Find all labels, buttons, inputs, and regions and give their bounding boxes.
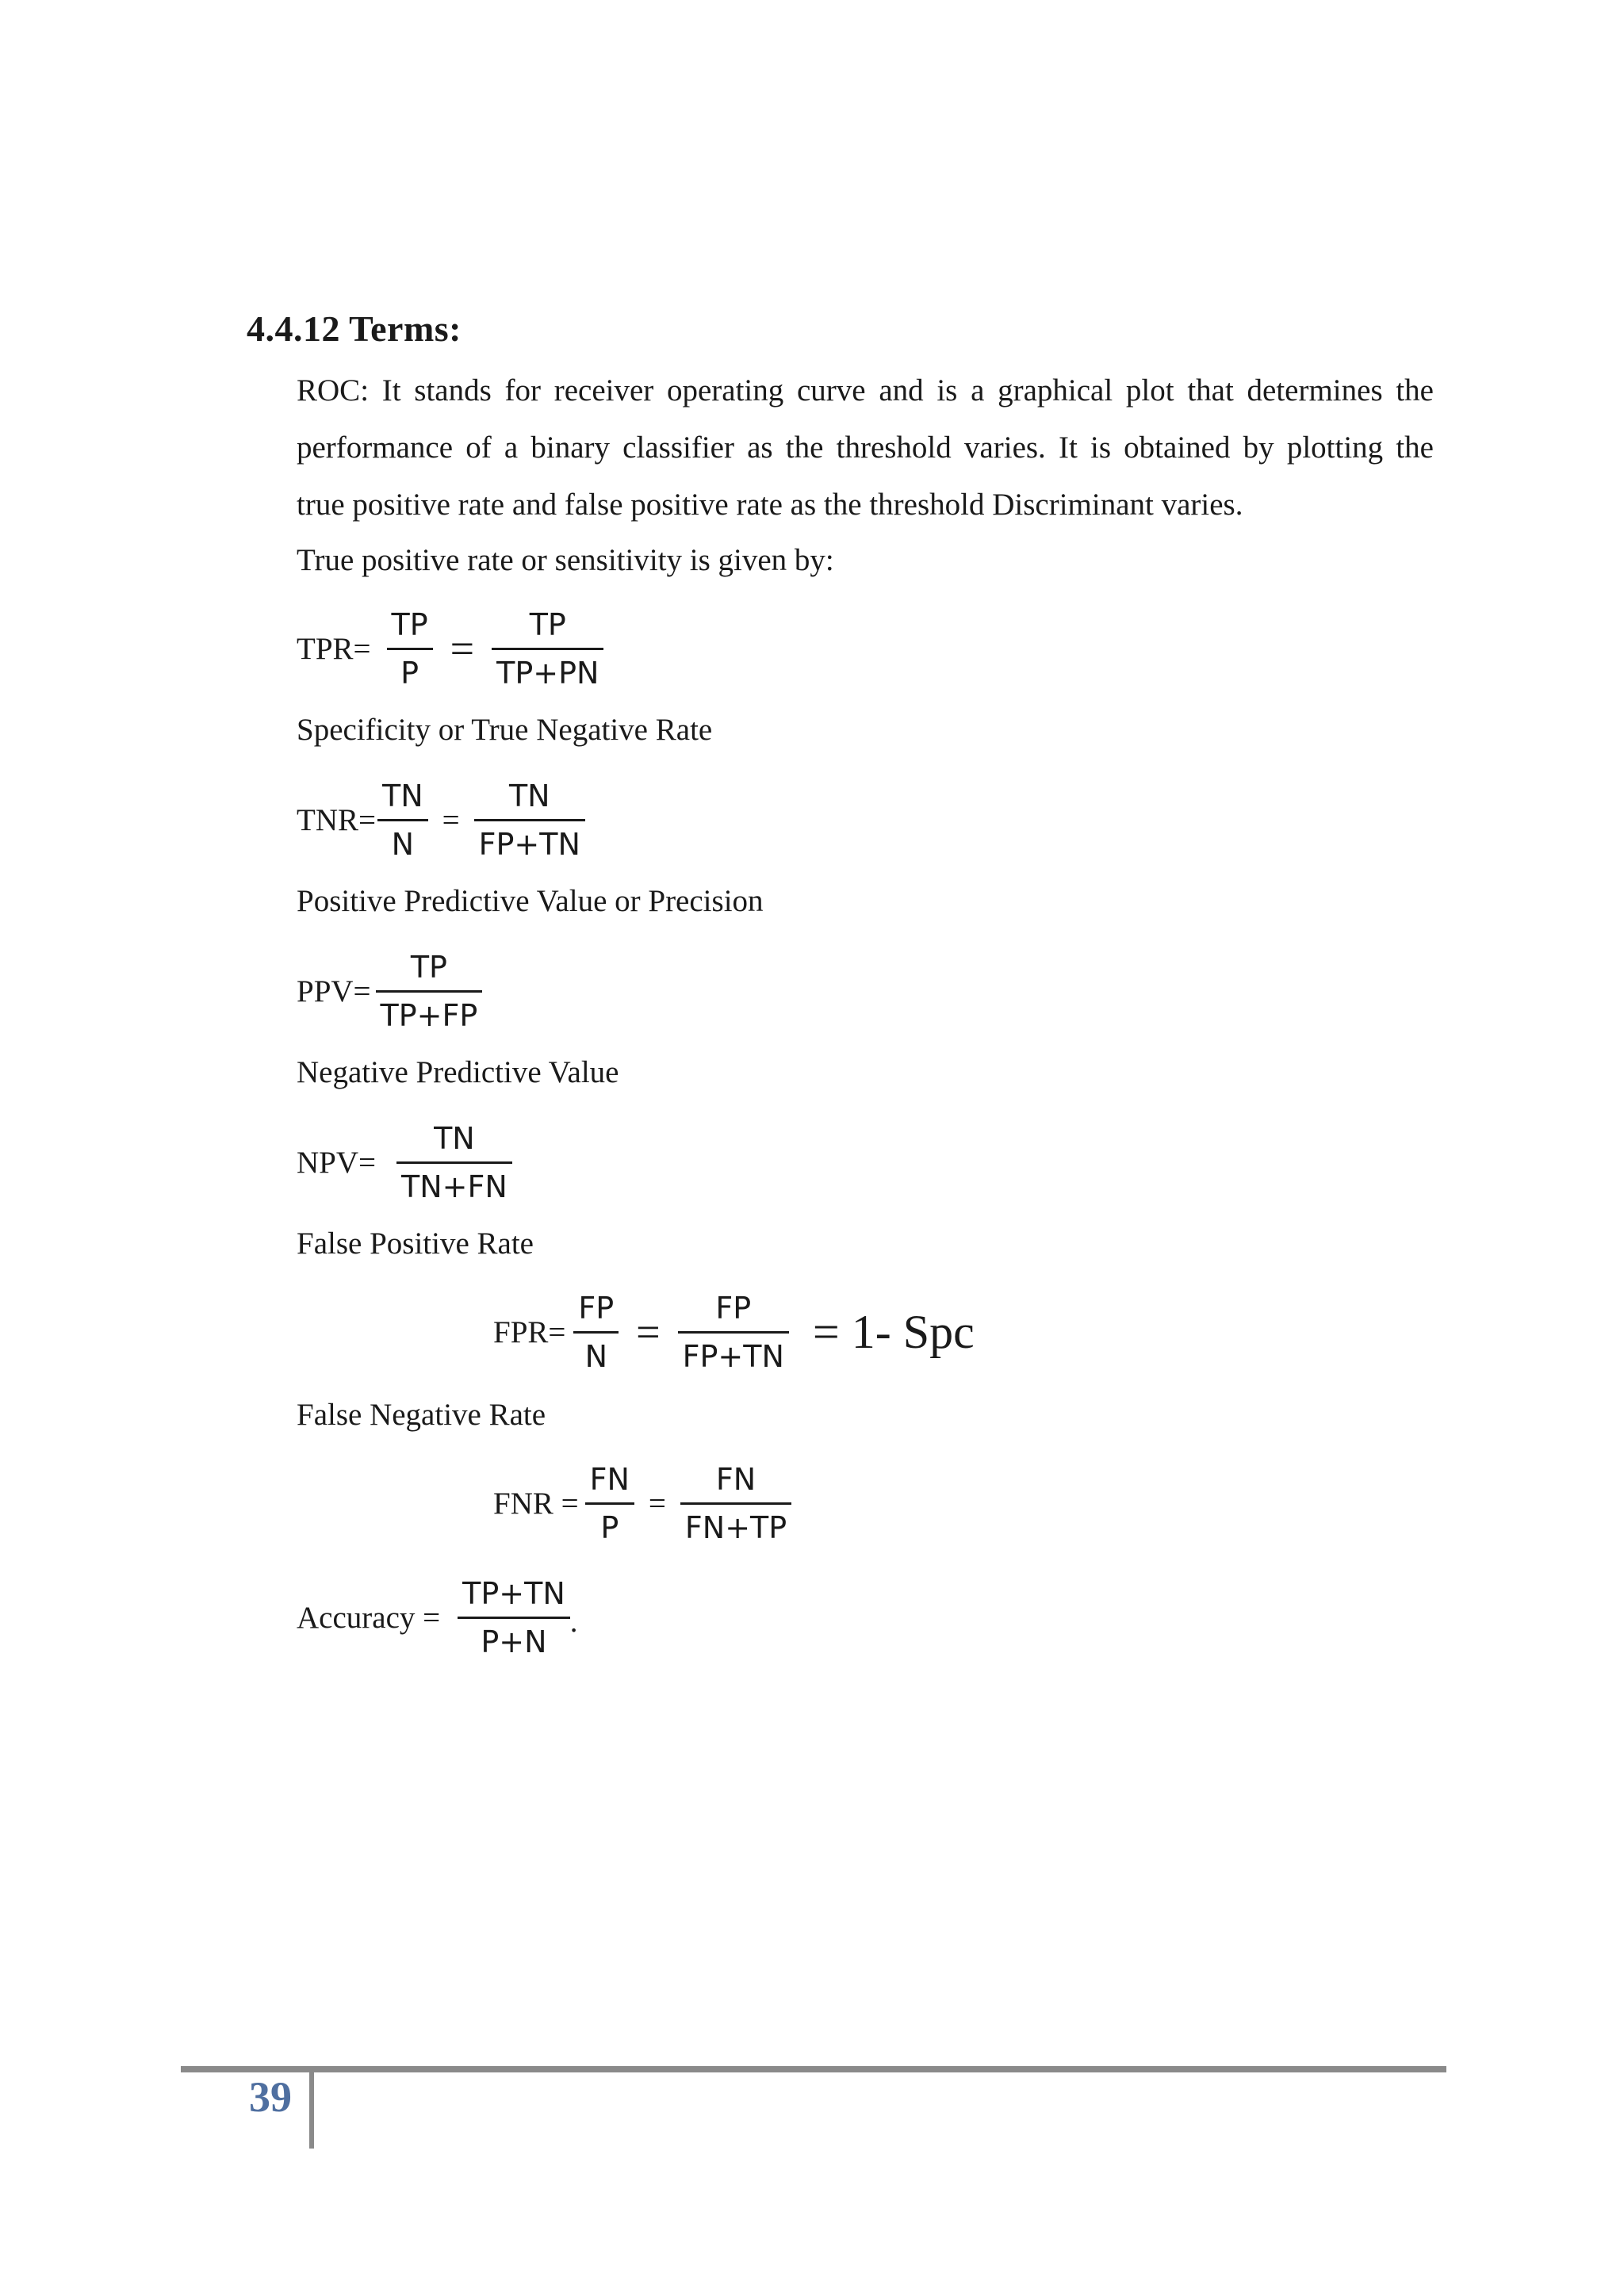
section-heading: 4.4.12 Terms: xyxy=(247,308,462,349)
fpr-spc-expression: = 1- Spc xyxy=(812,1305,975,1358)
ppv-fraction-denominator: TP+FP xyxy=(380,997,478,1033)
fpr-fraction-2 xyxy=(678,1285,789,1380)
npv-fraction xyxy=(396,1115,512,1210)
tnr-fraction-2 xyxy=(474,773,585,867)
specificity-label: Specificity or True Negative Rate xyxy=(297,713,713,747)
npv-fraction-denominator: TN+FN xyxy=(401,1169,508,1204)
fpr-fraction-1-numerator: FP xyxy=(573,1285,619,1334)
fnr-fraction-1 xyxy=(585,1456,634,1551)
accuracy-period: . xyxy=(569,1604,578,1639)
tnr-fraction-1-numerator: TN xyxy=(377,773,428,821)
tpr-equals: = xyxy=(450,625,475,672)
fnr-equals: = xyxy=(648,1486,666,1521)
tnr-lhs: TNR= xyxy=(297,802,376,837)
fnr-label: False Negative Rate xyxy=(297,1398,546,1432)
tpr-fraction-2-denominator: TP+PN xyxy=(496,655,599,691)
accuracy-fraction xyxy=(458,1571,570,1665)
tnr-equals: = xyxy=(442,802,460,837)
tnr-fraction-1 xyxy=(377,773,428,867)
tnr-fraction-2-numerator: TN xyxy=(474,773,585,821)
fnr-fraction-2-denominator: FN+TP xyxy=(684,1510,787,1545)
fpr-label: False Positive Rate xyxy=(297,1226,534,1261)
ppv-fraction xyxy=(376,944,483,1039)
tpr-fraction-1-denominator: P xyxy=(400,655,419,691)
fpr-formula xyxy=(493,1276,975,1387)
fnr-fraction-1-denominator: P xyxy=(600,1510,619,1545)
tpr-fraction-2-numerator: TP xyxy=(492,602,603,650)
fnr-fraction-1-numerator: FN xyxy=(585,1456,634,1505)
roc-paragraph-line-1: ROC: It stands for receiver operating curve and is a graphical plot that determines the xyxy=(297,373,1434,408)
fpr-equals: = xyxy=(636,1308,661,1356)
roc-paragraph-line-3: true positive rate and false positive rate as the threshold Discriminant varies. xyxy=(297,488,1243,522)
tnr-fraction-1-denominator: N xyxy=(391,826,415,862)
ppv-formula xyxy=(297,936,482,1047)
fnr-lhs: FNR = xyxy=(493,1486,579,1521)
tpr-formula xyxy=(297,593,603,704)
accuracy-fraction-denominator: P+N xyxy=(481,1624,547,1659)
ppv-label: Positive Predictive Value or Precision xyxy=(297,884,764,918)
ppv-lhs: PPV= xyxy=(297,974,371,1008)
fnr-fraction-2 xyxy=(680,1456,791,1551)
fpr-fraction-2-denominator: FP+TN xyxy=(682,1338,784,1374)
tpr-fraction-1-numerator: TP xyxy=(387,602,433,650)
tpr-intro: True positive rate or sensitivity is given by: xyxy=(297,543,834,577)
accuracy-fraction-numerator: TP+TN xyxy=(458,1571,570,1619)
fnr-formula xyxy=(493,1448,791,1559)
footer-rule xyxy=(181,2066,1446,2072)
tpr-lhs: TPR= xyxy=(297,631,371,666)
npv-label: Negative Predictive Value xyxy=(297,1055,619,1089)
tpr-fraction-1 xyxy=(387,602,433,696)
tpr-fraction-2 xyxy=(492,602,603,696)
ppv-fraction-numerator: TP xyxy=(376,944,483,993)
tnr-fraction-2-denominator: FP+TN xyxy=(478,826,580,862)
page-number: 39 xyxy=(249,2073,292,2121)
tnr-formula xyxy=(297,764,585,875)
accuracy-lhs: Accuracy = xyxy=(297,1600,441,1635)
fpr-fraction-2-numerator: FP xyxy=(678,1285,789,1334)
fnr-fraction-2-numerator: FN xyxy=(680,1456,791,1505)
roc-paragraph-line-2: performance of a binary classifier as the threshold varies. It is obtained by plotting the xyxy=(297,430,1434,465)
fpr-fraction-1-denominator: N xyxy=(584,1338,607,1374)
fpr-lhs: FPR= xyxy=(493,1314,566,1349)
accuracy-formula xyxy=(297,1562,578,1673)
fpr-fraction-1 xyxy=(573,1285,619,1380)
footer-divider xyxy=(309,2072,314,2149)
npv-fraction-numerator: TN xyxy=(396,1115,512,1164)
npv-formula xyxy=(297,1107,512,1218)
npv-lhs: NPV= xyxy=(297,1145,377,1180)
